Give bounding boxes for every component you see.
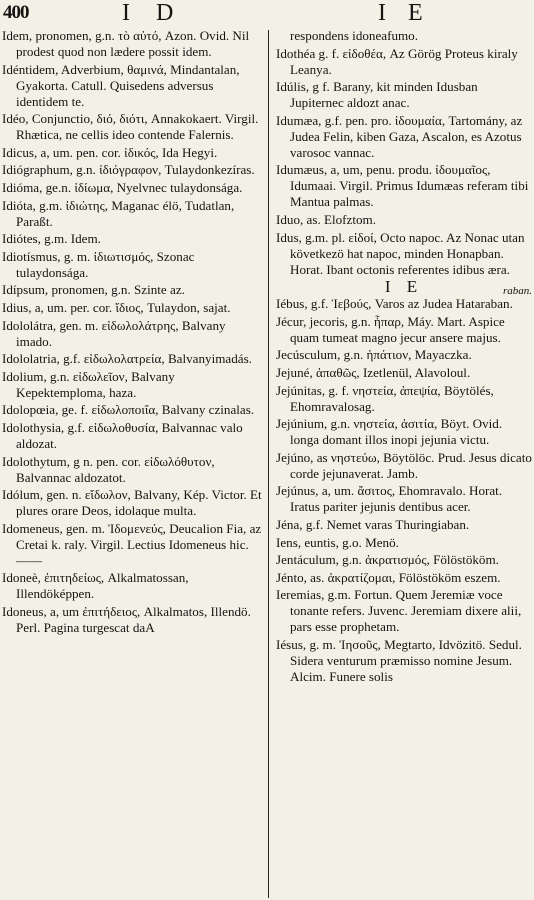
section-heading-catchword: raban. <box>502 285 532 298</box>
dictionary-entry: Jénto, as. ἀκρατίζομαι, Fölöstököm eszem. <box>276 569 501 585</box>
dictionary-entry: Idoneè, ἐπιτηδείως, Alkalmatossan, Illendöképpen. <box>2 570 189 602</box>
dictionary-entry: Idolothytum, g n. pen. cor. εἰδωλόθυτον, Balvannac aldozatot. <box>2 453 215 485</box>
dictionary-entry: Iduo, as. Elofztom. <box>276 211 376 227</box>
dictionary-entry: Idolothysia, g.f. εἰδωλοθυσία, Balvannac valo aldozat. <box>2 419 243 451</box>
dictionary-entry: Jécur, jecoris, g.n. ἧπαρ, Máy. Mart. Aspice quam tumeat magno jecur ansere majus. <box>276 313 505 345</box>
dictionary-entry: Idiotísmus, g. m. ἰδιωτισμός, Szonac tulaydonsága. <box>2 248 195 280</box>
dictionary-entry: Idúlis, g f. Barany, kit minden Idusban Jupiternec aldozt anac. <box>276 79 478 111</box>
dictionary-entry: Jejuné, ἀπαθῶς, Izetlenül, Alavoloul. <box>276 364 471 380</box>
dictionary-entry: Idéo, Conjunctio, διό, διότι, Annakokaert. Virgil. Rhætica, ne cellis ideo contende Falernis. <box>2 111 259 143</box>
dictionary-entry: Idem, pronomen, g.n. τὸ αὐτό, Azon. Ovid. Nil prodest quod non lædere possit idem. <box>2 28 250 59</box>
continued-entry: respondens idoneafumo. <box>290 28 418 43</box>
dictionary-entry: Iens, euntis, g.o. Menö. <box>276 534 399 550</box>
left-column <box>2 28 264 637</box>
dictionary-entry: Idípsum, pronomen, g.n. Szinte az. <box>2 282 185 298</box>
dictionary-entry: Idoneus, a, um ἐπιτήδειος, Alkalmatos, Illendö. Perl. Pagina turgescat daA <box>2 603 251 635</box>
dictionary-entry: Idololátra, gen. m. εἰδωλολάτρης, Balvany imado. <box>2 317 226 349</box>
dictionary-entry: Jejúnium, g.n. νηστεία, ἀσιτία, Böyt. Ovid. longa domant illos inopi jejunia victu. <box>276 416 503 448</box>
dictionary-entry: Jejúnus, a, um. ἄσιτος, Ehomravalo. Horat. Iratus pariter jejunis dentibus acer. <box>276 483 503 515</box>
dictionary-entry: Idololatria, g.f. εἰδωλολατρεία, Balvanyimadás. <box>2 351 252 367</box>
dictionary-entry: Idumæus, a, um, penu. produ. ἰδουμαῖος, Idumaai. Virgil. Primus Idumæas referam tibi Mantua palmas. <box>276 162 529 210</box>
dictionary-entry: Idus, g.m. pl. εἰδοί, Octo napoc. Az Nonac utan következö hat napoc, minden Honapban. Horat. Ibant octonis referentes idibus æra. <box>276 229 525 277</box>
dictionary-entry: Idéntidem, Adverbium, θαμινά, Mindantalan, Gyakorta. Catull. Quisedens adversus identidem te. <box>2 61 240 109</box>
dictionary-entry: Idolium, g.n. εἰδωλεῖον, Balvany Kepektemploma, haza. <box>2 368 175 400</box>
dictionary-entry: Ieremias, g.m. Fortun. Quem Jeremiæ voce tonante refers. Juvenc. Jeremiam dixere alii, pars esse prophetam. <box>276 587 522 635</box>
dictionary-entry: Idolopœia, ge. f. εἰδωλοποιΐα, Balvany czinalas. <box>2 402 255 418</box>
dictionary-entry: Idióta, g.m. ἰδιώτης, Maganac élö, Tudatlan, Paraßt. <box>2 197 235 229</box>
dictionary-entry: Idumæa, g.f. pen. pro. ἰδουμαία, Tartomány, az Judea Felin, kiben Gaza, Ascalon, es Azotus varosoc vannac. <box>276 112 523 160</box>
dictionary-entry: Idióma, ge.n. ἰδίωμα, Nyelvnec tulaydonsága. <box>2 179 243 195</box>
running-head <box>0 0 534 30</box>
right-column <box>276 28 532 686</box>
dictionary-entry: Idiótes, g.m. Idem. <box>2 231 101 247</box>
dictionary-entry: Jéna, g.f. Nemet varas Thuringiaban. <box>276 516 470 532</box>
dictionary-entry: Jejúno, as νηστεύω, Böytölöc. Prud. Jesus dicato corde jejunaverat. Jamb. <box>276 449 532 481</box>
dictionary-entry: Jecúsculum, g.n. ἡπάτιον, Mayaczka. <box>276 347 472 363</box>
dictionary-entry: Idiógraphum, g.n. ἰδιόγραφον, Tulaydonkezíras. <box>2 162 255 178</box>
column-divider <box>268 30 269 898</box>
dictionary-entry: Idius, a, um. per. cor. ἴδιος, Tulaydon, sajat. <box>2 299 231 315</box>
section-heading-letters: I E <box>384 277 424 297</box>
running-head-left: I D <box>122 0 184 26</box>
dictionary-entry: Idothéa g. f. εἰδοθέα, Az Görög Proteus kiraly Leanya. <box>276 45 518 77</box>
dictionary-entry: Idomeneus, gen. m. Ἰδομενεύς, Deucalion Fia, az Cretai k. raly. Virgil. Lectius Idomeneus hic.—— <box>2 520 262 568</box>
section-heading <box>276 277 532 298</box>
running-head-right: I E <box>378 0 431 26</box>
dictionary-entry: Idólum, gen. n. εἴδωλον, Balvany, Kép. Victor. Et plures orare Deos, idolaque multa. <box>2 487 262 519</box>
dictionary-entry: Iébus, g.f. Ἱεβούς, Varos az Judea Hataraban. <box>276 296 513 312</box>
dictionary-entry: Idicus, a, um. pen. cor. ἰδικός, Ida Hegyi. <box>2 144 218 160</box>
page-number: 400 <box>3 2 29 23</box>
dictionary-entry: Jejúnitas, g. f. νηστεία, ἀπεψία, Böytölés, Ehomravalosag. <box>276 382 494 414</box>
dictionary-entry: Jentáculum, g.n. ἀκρατισμός, Fölöstököm. <box>276 552 499 568</box>
dictionary-entry: Iésus, g. m. Ἰησοῦς, Megtarto, Idvözitö. Sedul. Sidera venturum præmisso nomine Jesum. Alcim. Funere solis <box>276 636 522 684</box>
